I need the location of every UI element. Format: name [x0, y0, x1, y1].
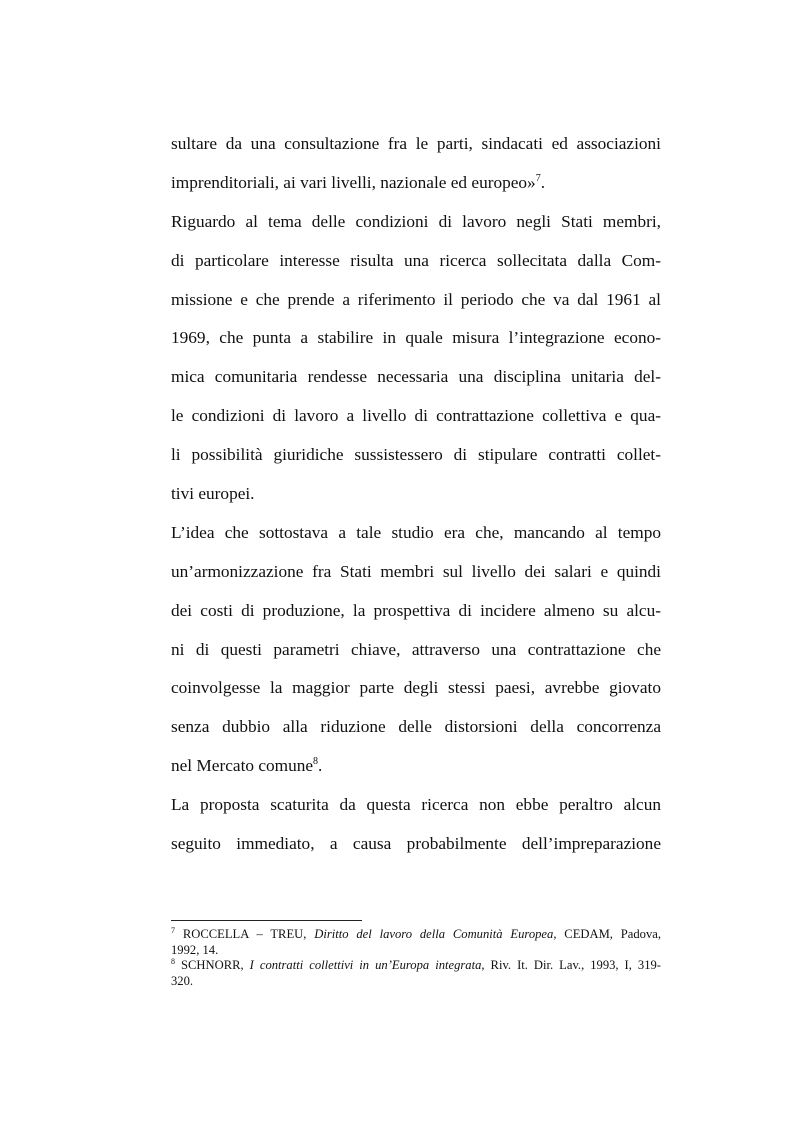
footnote-ref-7: 7	[535, 172, 541, 184]
footnote-separator	[171, 920, 362, 921]
footnote-number: 8	[171, 957, 175, 967]
body-text	[171, 125, 661, 864]
sentence-period: .	[540, 172, 546, 192]
text-line: coinvolgesse la maggior parte degli stessi paesi, avrebbe giovato	[171, 678, 661, 698]
footnote-citation: , CEDAM, Padova,	[553, 927, 661, 941]
text-line: ni di questi parametri chiave, attraverso una contrattazione che	[171, 639, 661, 659]
sentence-period: .	[318, 756, 323, 776]
text-line: seguito immediato, a causa probabilmente dell’impreparazione	[171, 834, 661, 854]
footnote-title: I contratti collettivi in un’Europa integrata	[249, 958, 482, 973]
footnote-citation: , Riv. It. Dir. Lav., 1993, I, 319-	[481, 958, 661, 973]
footnote-8	[171, 958, 661, 974]
text-line: 1969, che punta a stabilire in quale misura l’integrazione econo-	[171, 328, 661, 348]
footnote-7-line2: 1992, 14.	[171, 942, 219, 957]
text-line: mica comunitaria rendesse necessaria una disciplina unitaria del-	[171, 367, 661, 387]
footnote-8-line2: 320.	[171, 973, 194, 988]
text-line: le condizioni di lavoro a livello di contrattazione collettiva e qua-	[171, 406, 661, 426]
text-line: senza dubbio alla riduzione delle distorsioni della concorrenza	[171, 717, 661, 737]
footnote-number: 7	[171, 926, 175, 935]
footnote-authors: ROCCELLA – TREU,	[182, 927, 315, 941]
text-line: un’armonizzazione fra Stati membri sul livello dei salari e quindi	[171, 561, 661, 581]
text-line	[171, 164, 661, 203]
text-line: tivi europei.	[171, 484, 255, 504]
text-line: La proposta scaturita da questa ricerca non ebbe peraltro alcun	[171, 795, 661, 815]
text-line-content: imprenditoriali, ai vari livelli, nazionale ed europeo»	[171, 172, 536, 192]
text-line-content: nel Mercato comune	[171, 756, 314, 776]
footnote-ref-8: 8	[313, 756, 319, 768]
text-line: L’idea che sottostava a tale studio era che, mancando al tempo	[171, 522, 661, 542]
footnote-7	[171, 927, 661, 943]
text-line: missione e che prende a riferimento il periodo che va dal 1961 al	[171, 289, 661, 309]
text-line: di particolare interesse risulta una ricerca sollecitata dalla Com-	[171, 250, 661, 270]
text-line	[171, 747, 661, 786]
footnote-title: Diritto del lavoro della Comunità Europea	[314, 927, 554, 941]
footnotes	[171, 927, 661, 989]
footnote-authors: SCHNORR,	[181, 958, 250, 973]
text-line: sultare da una consultazione fra le parti, sindacati ed associazioni	[171, 134, 661, 153]
text-line: dei costi di produzione, la prospettiva di incidere almeno su alcu-	[171, 600, 661, 620]
text-line: li possibilità giuridiche sussistessero di stipulare contratti collet-	[171, 445, 661, 465]
text-line: Riguardo al tema delle condizioni di lavoro negli Stati membri,	[171, 211, 661, 231]
